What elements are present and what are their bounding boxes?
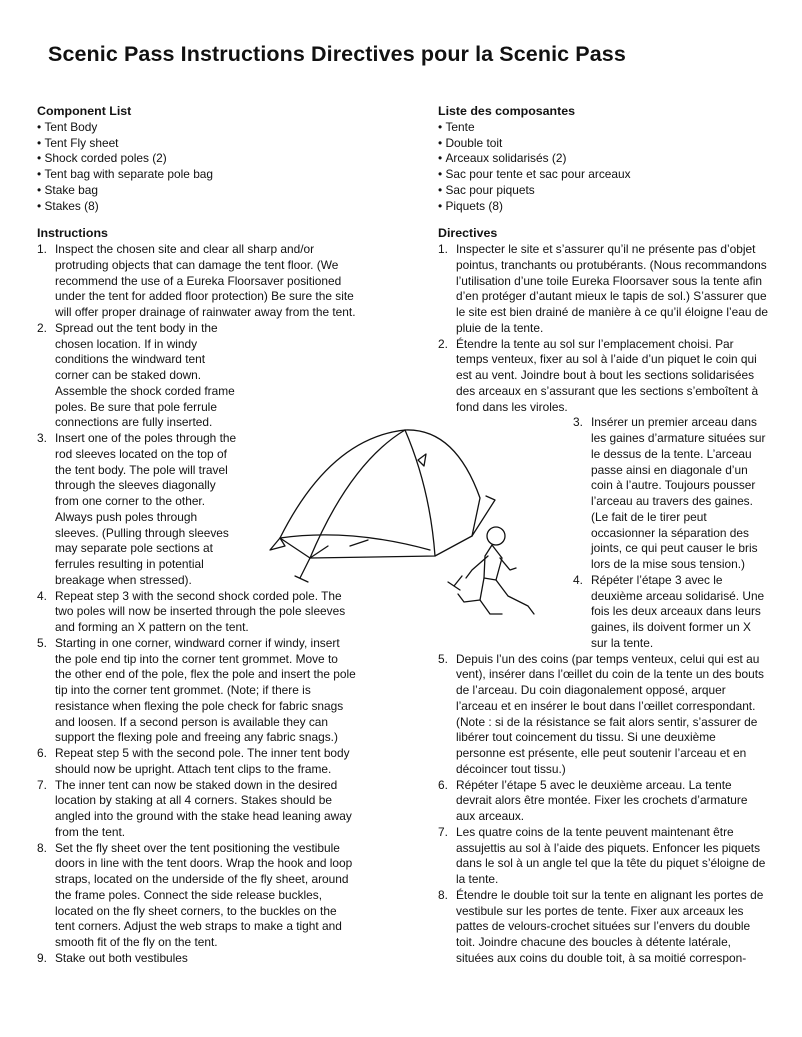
component-list <box>37 120 357 215</box>
instruction-step: 7. Les quatre coins de la tente peuvent maintenant être assujettis au sol à l’aide des piquets. Enfoncer les piquets dans le sol à un angle tel que la tête du piquet s’éloigne de la tente. <box>438 824 766 886</box>
instruction-step: 6. Repeat step 5 with the second pole. The inner tent body should now be upright. Attach tent clips to the frame. <box>37 746 350 776</box>
list-item: • Tent Fly sheet <box>37 136 357 152</box>
directive-steps <box>438 242 768 967</box>
instruction-step: 2. Étendre la tente au sol sur l’emplacement choisi. Par temps venteux, fixer au sol à l’aide d’un piquet le coin qui est au vent. Joindre bout à bout les sections solidarisées des arceaux en s’assurant que les sections s’emboîtent à fond dans les viroles. <box>438 336 759 414</box>
instruction-steps <box>37 242 357 967</box>
instruction-step: 4. Repeat step 3 with the second shock corded pole. The two poles will now be inserted through the pole sleeves and forming an X pattern on the tent. <box>37 588 346 634</box>
list-item: • Double toit <box>438 136 768 152</box>
list-item: • Shock corded poles (2) <box>37 151 357 167</box>
component-list-fr <box>438 120 768 215</box>
instruction-step: 8. Set the fly sheet over the tent positioning the vestibule doors in line with the tent doors. Wrap the hook and loop straps, located on the underside of the fly sheet, around the frame poles. Connect the side release buckles, located on the fly sheet corners, to the buckles on the tent corners. Adjust the web straps to make a tight and smooth fit of the fly on the tent. <box>37 840 353 949</box>
list-item: • Sac pour tente et sac pour arceaux <box>438 167 768 183</box>
list-item: • Tente <box>438 120 768 136</box>
instruction-step: 2. Spread out the tent body in the chosen location. If in windy conditions the windward tent corner can be staked down. Assemble the shock corded frame poles. Be sure that pole ferrule connections are fully inserted. <box>37 320 235 430</box>
instruction-step: 3. Insérer un premier arceau dans les gaines d’armature situées sur le dessus de la tente. L’arceau passe ainsi en diagonale d’un coin à l’autre. Toujours pousser l’arceau au travers des gaines. (Le fait de le tirer peut occasionner la séparation des joints, ce qui peut causer le bris lors de la mise sous tension.) <box>573 415 766 571</box>
instruction-step: 3. Insert one of the poles through the rod sleeves located on the top of the tent body. The pole will travel through the sleeves diagonally from one corner to the other. Always push poles through sleeves. (Pulling through sleeves may separate pole sections at ferrules resulting in potential breakage when stressed). <box>37 431 237 587</box>
list-item: • Arceaux solidarisés (2) <box>438 151 768 167</box>
list-item: • Stakes (8) <box>37 199 357 215</box>
instruction-step: 1. Inspecter le site et s’assurer qu’il ne présente pas d’objet pointus, tranchants ou protubérants. (Nous recommandons l’utilisation d’une toile Eureka Floorsaver sous la tente afin d’en protéger d’autant mieux le tapis de sol.) S’assurer que le site est bien drainé de manière à ce qu’il éloigne l’eau de pluie de la tente. <box>438 242 769 335</box>
list-item: • Sac pour piquets <box>438 183 768 199</box>
instruction-step: 8. Étendre le double toit sur la tente en alignant les portes de vestibule sur les portes de tente. Fixer aux arceaux les pattes de velours-crochet situées sur l’envers du double toit. Joindre chacune des boucles à détente latérale, situées aux coins du double toit, à sa moitié correspon- <box>438 887 764 965</box>
english-column <box>37 104 357 967</box>
list-item: • Stake bag <box>37 183 357 199</box>
instruction-step: 5. Depuis l’un des coins (par temps venteux, celui qui est au vent), insérer dans l’œillet du coin de la tente un des bouts de l’arceau. Du coin diagonalement opposé, arquer l’arceau et en insérer le bout dans l’œillet correspondant. (Note : si de la résistance se fait alors sentir, s’assurer de libérer tout coincement du tissu. Si une deuxième personne est présente, elle peut soutenir l’arceau et en décoincer tout tissu.) <box>438 651 765 776</box>
instruction-step: 1. Inspect the chosen site and clear all sharp and/or protruding objects that can damage the tent floor. (We recommend the use of a Eureka Floorsaver positioned under the tent for added floor protection) Be sure the site will offer proper drainage of rainwater away from the tent. <box>37 242 356 319</box>
instructions-heading: Instructions <box>37 226 108 241</box>
instruction-step: 9. Stake out both vestibules <box>37 950 188 965</box>
directives-heading: Directives <box>438 226 498 241</box>
component-list-heading: Component List <box>37 104 132 118</box>
instruction-step: 4. Répéter l’étape 3 avec le deuxième arceau solidarisé. Une fois les deux arceaux dans leurs gaines, ils doivent former un X sur la tente. <box>573 572 765 650</box>
instruction-step: 6. Répéter l’étape 5 avec le deuxième arceau. La tente devrait alors être montée. Fixer les crochets d’armature aux arceaux. <box>438 777 748 823</box>
list-item: • Piquets (8) <box>438 199 768 215</box>
liste-composantes-heading: Liste des composantes <box>438 104 576 118</box>
list-item: • Tent bag with separate pole bag <box>37 167 357 183</box>
instruction-step: 5. Starting in one corner, windward corner if windy, insert the pole end tip into the corner tent grommet. Move to the other end of the pole, flex the pole and insert the pole tip into the corner tent grommet. (Note; if there is resistance when flexing the pole check for fabric snags and loosen. If a second person is available they can support the flexing pole and freeing any fabric snags.) <box>37 635 356 745</box>
page-title: Scenic Pass Instructions Directives pour la Scenic Pass <box>48 42 626 66</box>
list-item: • Tent Body <box>37 120 357 136</box>
french-column <box>438 104 768 967</box>
instruction-step: 7. The inner tent can now be staked down in the desired location by staking at all 4 corners. Stakes should be angled into the ground with the stake head leaning away from the tent. <box>37 777 352 839</box>
